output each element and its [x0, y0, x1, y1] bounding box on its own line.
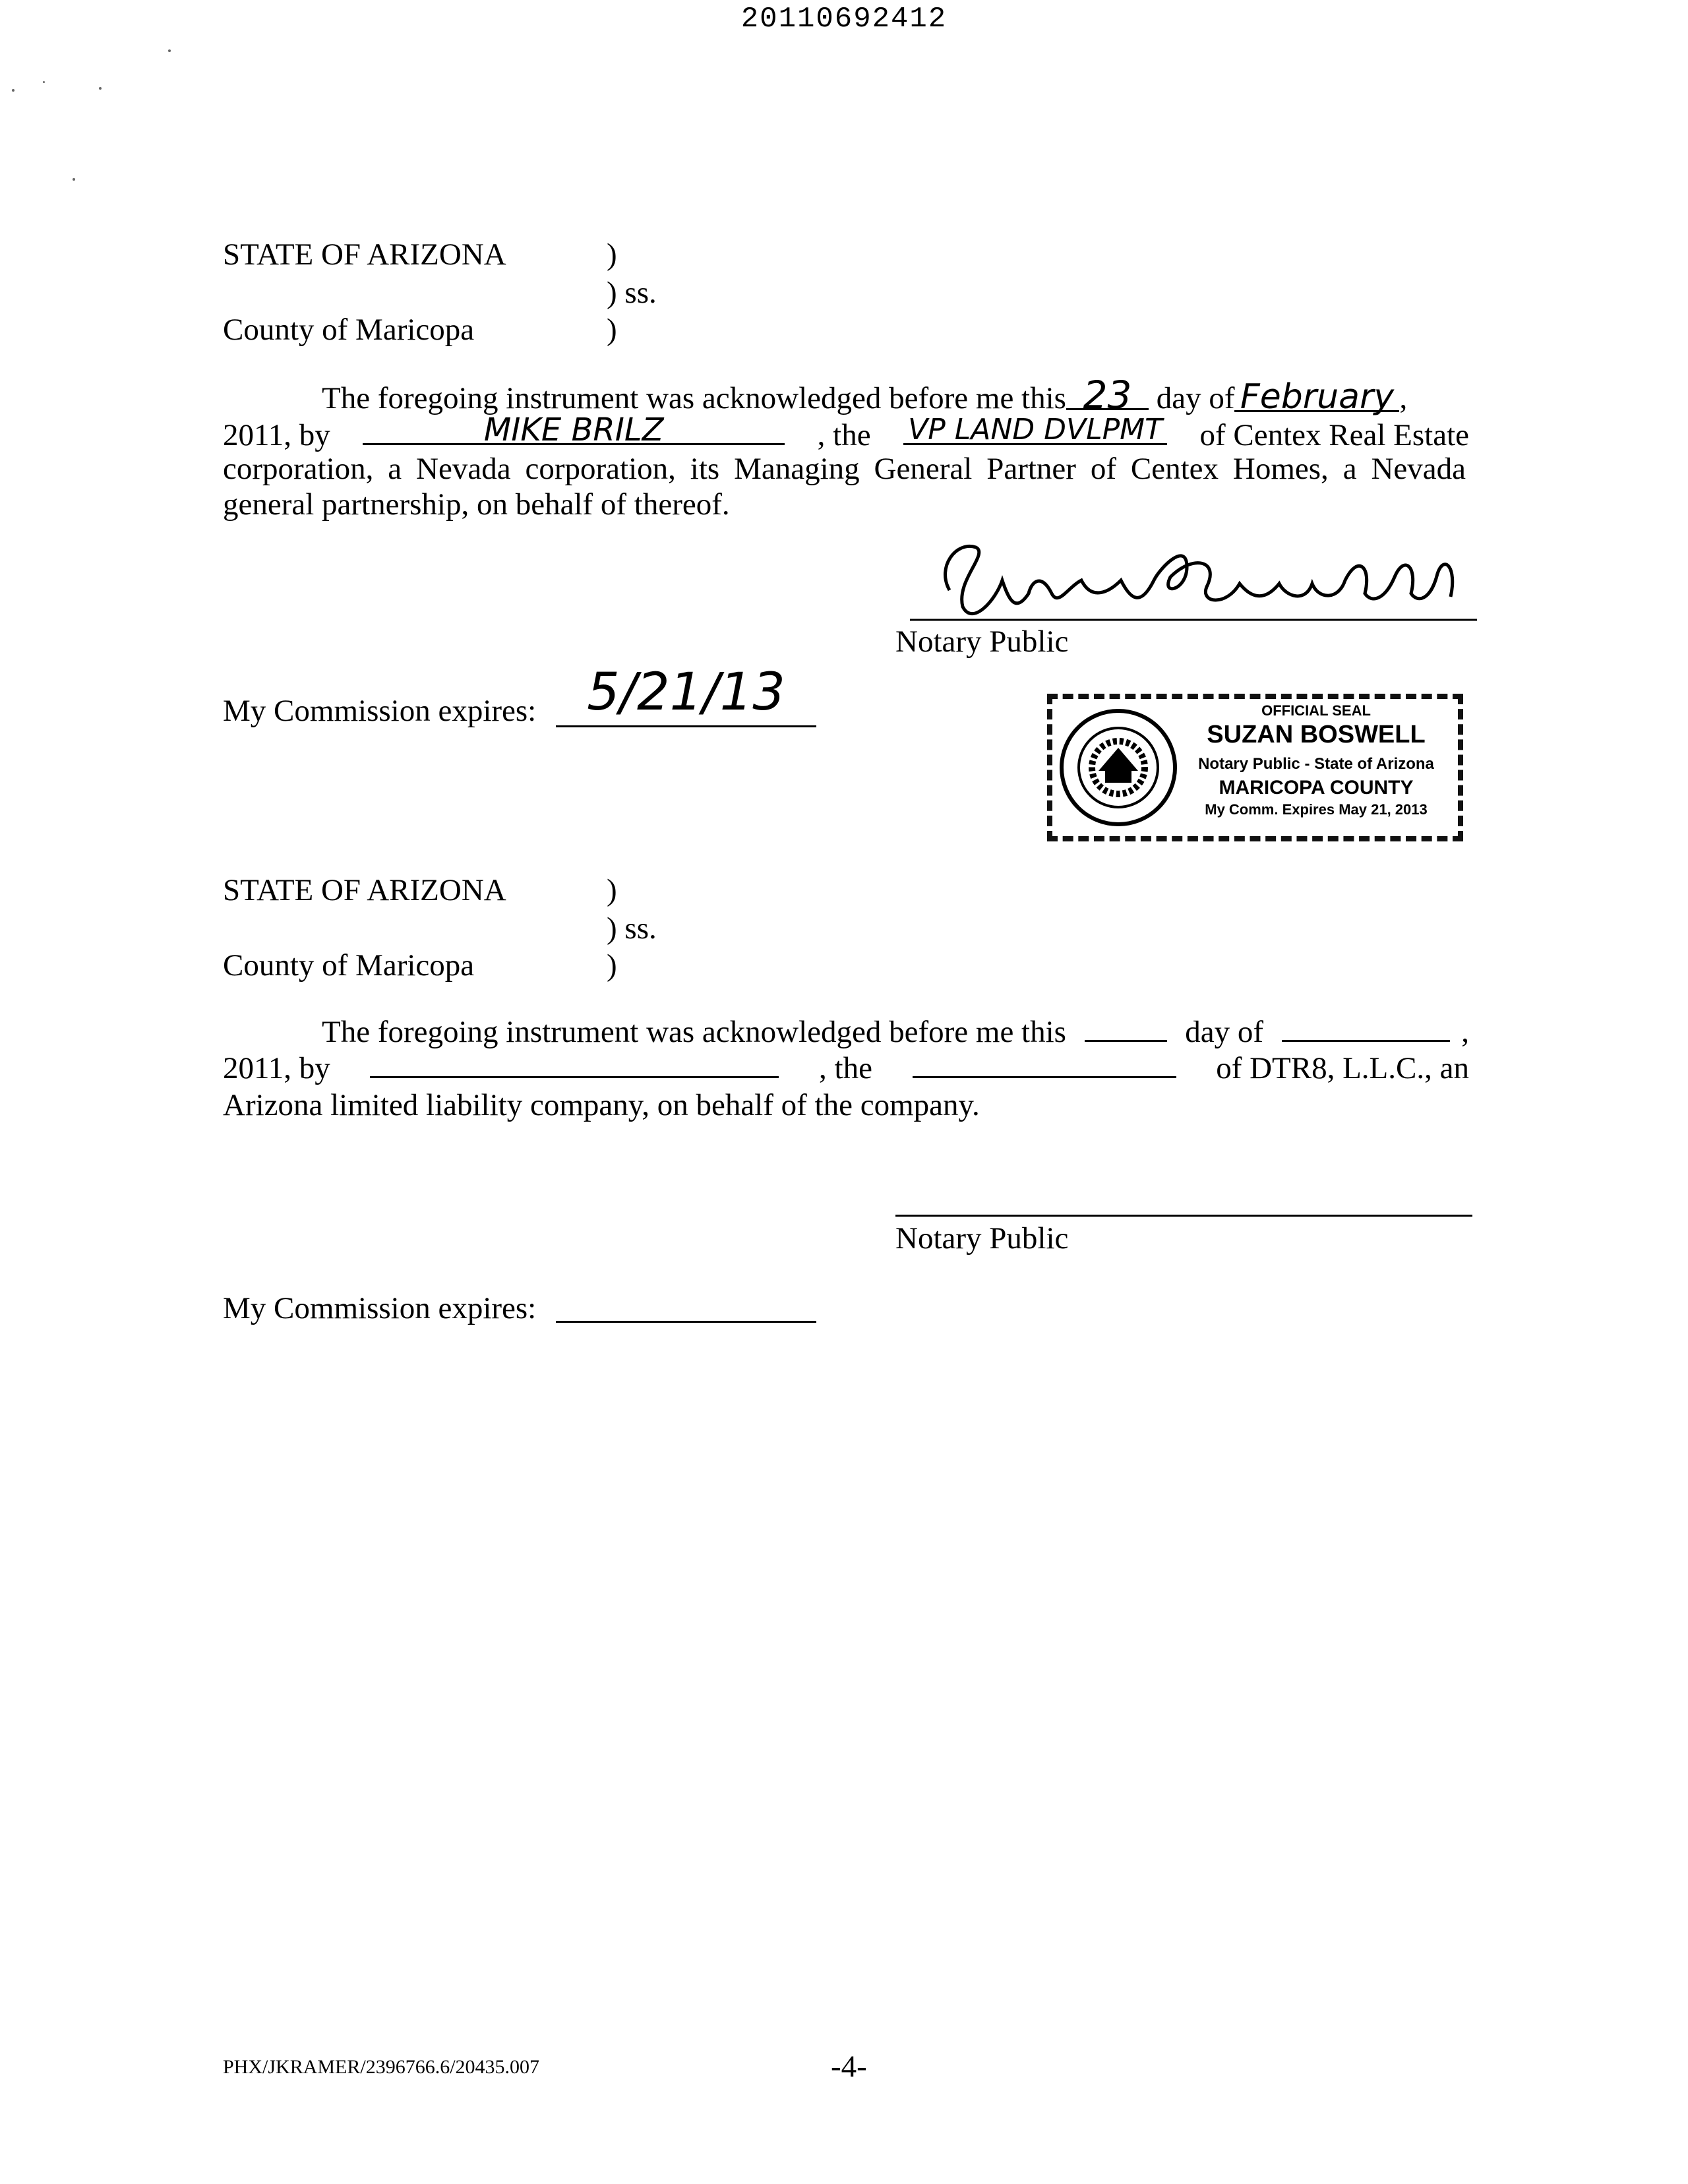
ack-day-of: day of [1185, 1015, 1263, 1049]
seal-title: Notary Public - State of Arizona [1198, 755, 1434, 773]
ack-comma: , [1461, 1015, 1469, 1049]
ack-month: February [1234, 384, 1399, 412]
blank-name [370, 1050, 779, 1078]
official-seal [1047, 694, 1463, 841]
ack-title: VP LAND DVLPMT [903, 417, 1167, 445]
ack-name: MIKE BRILZ [363, 417, 785, 445]
scan-speck [12, 89, 15, 92]
scan-speck [43, 81, 45, 83]
venue-paren: ) [607, 873, 617, 907]
seal-county: MARICOPA COUNTY [1219, 777, 1414, 799]
state-seal-emblem [1059, 708, 1178, 827]
ack-body: Arizona limited liability company, on behalf of the company. [223, 1088, 980, 1122]
ack-body: corporation, a Nevada corporation, its Managing General Partner of Centex Homes, a Nevada general partnership, on behalf of thereof. [223, 452, 1466, 522]
ack-day-of: day of [1156, 381, 1235, 415]
document-reference: PHX/JKRAMER/2396766.6/20435.007 [223, 2056, 540, 2078]
ack-year-by: 2011, by [223, 418, 330, 452]
page-number: -4- [831, 2049, 867, 2084]
commission-blank [556, 1321, 816, 1323]
venue-county: County of Maricopa [223, 948, 475, 983]
ack-line-1 [322, 1014, 1469, 1050]
scan-speck [99, 87, 102, 90]
venue-ss: ) ss. [607, 276, 657, 310]
venue-county: County of Maricopa [223, 313, 475, 347]
ack-day: 23 [1066, 382, 1149, 410]
blank-day [1085, 1014, 1167, 1042]
venue-state: STATE OF ARIZONA [223, 873, 506, 907]
blank-month [1282, 1014, 1450, 1042]
ack-the: , the [817, 418, 871, 452]
venue-paren: ) [607, 237, 617, 272]
commission-date: 5/21/13 [587, 663, 785, 722]
signature-line [895, 1215, 1472, 1217]
seal-heading: OFFICIAL SEAL [1261, 702, 1371, 719]
ack-line-2 [223, 411, 1469, 454]
venue-state: STATE OF ARIZONA [223, 237, 506, 272]
blank-title [913, 1050, 1176, 1078]
seal-name: SUZAN BOSWELL [1207, 721, 1426, 748]
commission-value [556, 659, 816, 727]
ack-the: , the [819, 1051, 872, 1085]
ack-line-1: The foregoing instrument was acknowledged before me this 23 day of February , [322, 373, 1408, 417]
commission-label: My Commission expires: [223, 694, 537, 728]
notary-public-label: Notary Public [895, 624, 1069, 659]
ack-text: The foregoing instrument was acknowledged before me this [322, 381, 1066, 415]
scan-speck [73, 178, 75, 181]
venue-paren: ) [607, 313, 617, 347]
venue-paren: ) [607, 948, 617, 983]
ack-entity: of Centex Real Estate [1199, 418, 1469, 452]
notary-signature [910, 528, 1490, 633]
scan-speck [168, 49, 171, 52]
venue-ss: ) ss. [607, 911, 657, 946]
ack-year-by: 2011, by [223, 1051, 330, 1085]
notary-public-label: Notary Public [895, 1221, 1069, 1256]
commission-label: My Commission expires: [223, 1291, 537, 1325]
ack-text: The foregoing instrument was acknowledged before me this [322, 1015, 1066, 1049]
recording-number: 20110692412 [740, 3, 948, 36]
ack-entity: of DTR8, L.L.C., an [1216, 1051, 1469, 1085]
ack-line-2 [223, 1050, 1469, 1087]
seal-expiry: My Comm. Expires May 21, 2013 [1205, 801, 1428, 818]
